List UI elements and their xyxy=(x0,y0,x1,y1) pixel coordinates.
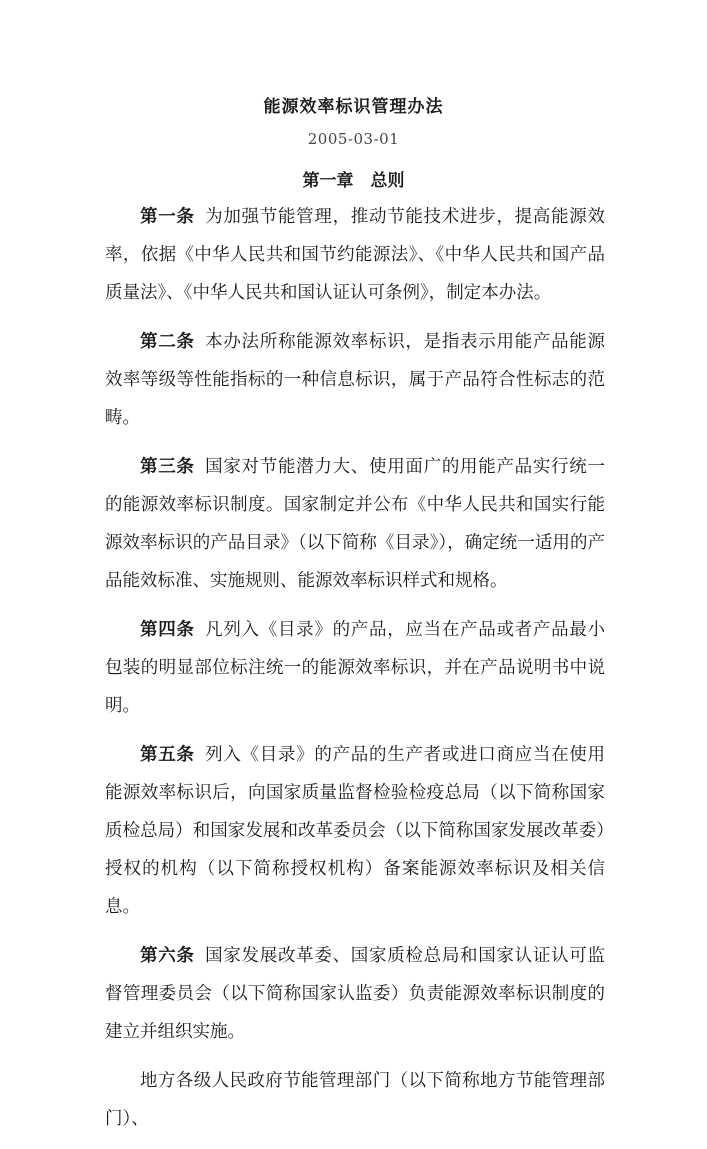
article-2 xyxy=(105,323,605,437)
article-4 xyxy=(105,611,605,725)
article-1 xyxy=(105,198,605,312)
article-label: 第六条 xyxy=(140,946,195,966)
article-6 xyxy=(105,937,605,1051)
document-body xyxy=(105,198,605,1149)
chapter-heading: 第一章 总则 xyxy=(302,171,405,191)
article-label: 第五条 xyxy=(140,745,195,765)
article-5 xyxy=(105,736,605,926)
article-3 xyxy=(105,448,605,600)
article-label: 第三条 xyxy=(140,457,195,477)
article-label: 第二条 xyxy=(140,332,195,352)
article-label: 第四条 xyxy=(140,620,195,640)
article-text: 为加强节能管理，推动节能技术进步，提高能源效率，依据《中华人民共和国节约能源法》、《中华人民共和国产品质量法》、《中华人民共和国认证认可条例》，制定本办法。 xyxy=(105,207,605,303)
article-label: 第一条 xyxy=(140,207,195,227)
document-title: 能源效率标识管理办法 xyxy=(263,97,444,117)
article-text: 国家发展改革委、国家质检总局和国家认证认可监督管理委员会（以下简称国家认监委）负责能源效率标识制度的建立并组织实施。 xyxy=(105,946,605,1042)
article-text: 凡列入《目录》的产品，应当在产品或者产品最小包装的明显部位标注统一的能源效率标识，并在产品说明书中说明。 xyxy=(105,620,605,716)
document-date: 2005-03-01 xyxy=(307,130,400,148)
article-text: 本办法所称能源效率标识，是指表示用能产品能源效率等级等性能指标的一种信息标识，属于产品符合性标志的范畴。 xyxy=(105,332,605,428)
article-text: 列入《目录》的产品的生产者或进口商应当在使用能源效率标识后，向国家质量监督检验检疫总局（以下简称国家质检总局）和国家发展和改革委员会（以下简称国家发展改革委）授权的机构（以下简称授权机构）备案能源效率标识及相关信息。 xyxy=(105,745,605,917)
trailing-paragraph: 地方各级人民政府节能管理部门（以下简称地方节能管理部门）、 xyxy=(105,1071,605,1129)
article-text: 国家对节能潜力大、使用面广的用能产品实行统一的能源效率标识制度。国家制定并公布《中华人民共和国实行能源效率标识的产品目录》（以下简称《目录》），确定统一适用的产品能效标准、实施规则、能源效率标识样式和规格。 xyxy=(105,457,605,591)
